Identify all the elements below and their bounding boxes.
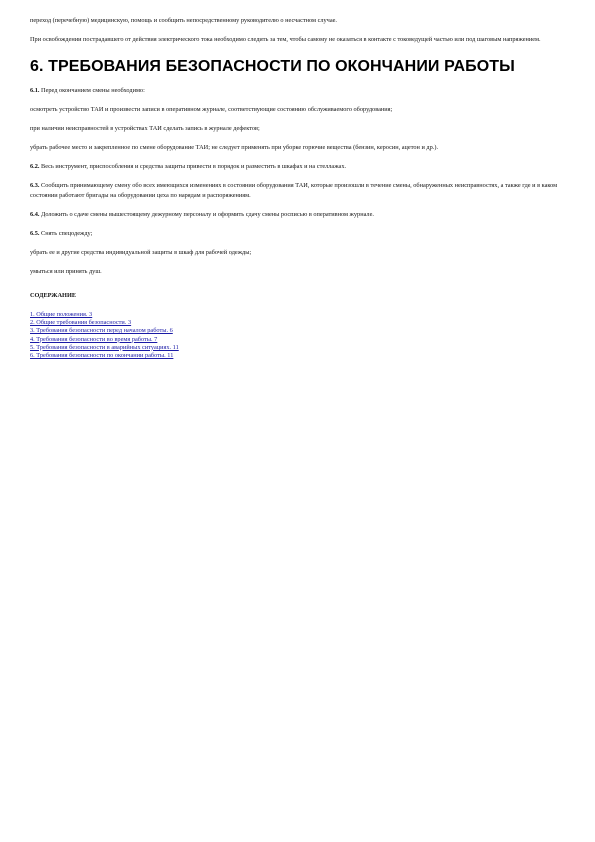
item-text: осмотреть устройство ТАИ и произвести записи в оперативном журнале, соответствующие состоянию обслуживаемого оборудования; xyxy=(30,106,393,113)
toc-link-4[interactable]: 4. Требования безопасности во время работы. 7 xyxy=(30,335,158,343)
toc-link-6[interactable]: 6. Требования безопасности по окончании работы. 11 xyxy=(30,352,174,360)
item-number: 6.4. xyxy=(30,211,40,218)
toc-item xyxy=(30,311,565,319)
item-number: 6.2. xyxy=(30,163,40,170)
item-number: 6.3. xyxy=(30,182,40,189)
toc-link-3[interactable]: 3. Требования безопасности перед началом работы. 6 xyxy=(30,327,173,335)
item-6-1-a xyxy=(30,105,565,115)
toc-link-5[interactable]: 5. Требования безопасности в аварийных ситуациях. 11 xyxy=(30,343,179,351)
item-6-2 xyxy=(30,162,565,172)
intro-paragraph-1: переход (перечебную) медицинскую, помощь и сообщить непосредственному руководителю о несчастном случае. xyxy=(30,17,337,24)
table-of-contents xyxy=(30,311,565,360)
item-number: 6.5. xyxy=(30,230,40,237)
toc-link-1[interactable]: 1. Общие положения. 3 xyxy=(30,311,93,318)
item-6-5-b xyxy=(30,267,565,277)
item-text: Весь инструмент, приспособления и средства защиты привести в порядок и разместить в шкафах и на стеллажах. xyxy=(39,163,347,170)
item-text: умыться или принять душ. xyxy=(30,268,102,275)
item-text: при наличии неисправностей в устройствах ТАИ сделать запись в журнале дефектов; xyxy=(30,125,260,132)
item-6-1 xyxy=(30,86,565,96)
toc-item xyxy=(30,344,565,352)
section-heading: 6. ТРЕБОВАНИЯ БЕЗОПАСНОСТИ ПО ОКОНЧАНИИ РАБОТЫ xyxy=(30,58,515,75)
item-text: убрать рабочее место и закрепленное по смене оборудование ТАИ; не следует применять при уборке горючие вещества (бензин, керосин, ацетон и др.). xyxy=(30,144,439,151)
item-6-4 xyxy=(30,210,565,220)
toc-item xyxy=(30,327,565,335)
item-text: Доложить о сдаче смены вышестоящему дежурному персоналу и оформить сдачу смены росписью в оперативном журнале. xyxy=(39,211,374,218)
toc-item xyxy=(30,336,565,344)
item-6-5-a xyxy=(30,248,565,258)
toc-link-2[interactable]: 2. Общие требования безопасности. 3 xyxy=(30,319,132,327)
item-text: Снять спецодежду; xyxy=(39,230,93,237)
item-6-1-c xyxy=(30,143,565,153)
item-text: Сообщить принимающему смену обо всех имеющихся изменениях в состоянии оборудования ТАИ, которые произошли в течение смены, обнаруженных неисправностях, а также где и в каком состоянии работают бригады на оборудовании цеха по нарядам и распоряжениям. xyxy=(30,182,558,199)
toc-item xyxy=(30,319,565,327)
toc-item xyxy=(30,352,565,360)
intro-paragraph-2: При освобождении пострадавшего от действия электрического тока необходимо следить за тем, чтобы самому не оказаться в контакте с токоведущей частью или под шаговым напряжением. xyxy=(30,36,541,43)
item-6-1-b xyxy=(30,124,565,134)
item-text: убрать ее и другие средства индивидуальной защиты в шкаф для рабочей одежды; xyxy=(30,249,252,256)
item-6-3 xyxy=(30,181,565,201)
item-number: 6.1. xyxy=(30,87,40,94)
toc-title: СОДЕРЖАНИЕ xyxy=(30,292,77,299)
item-6-5 xyxy=(30,229,565,239)
item-text: Перед окончанием смены необходимо: xyxy=(39,87,145,94)
